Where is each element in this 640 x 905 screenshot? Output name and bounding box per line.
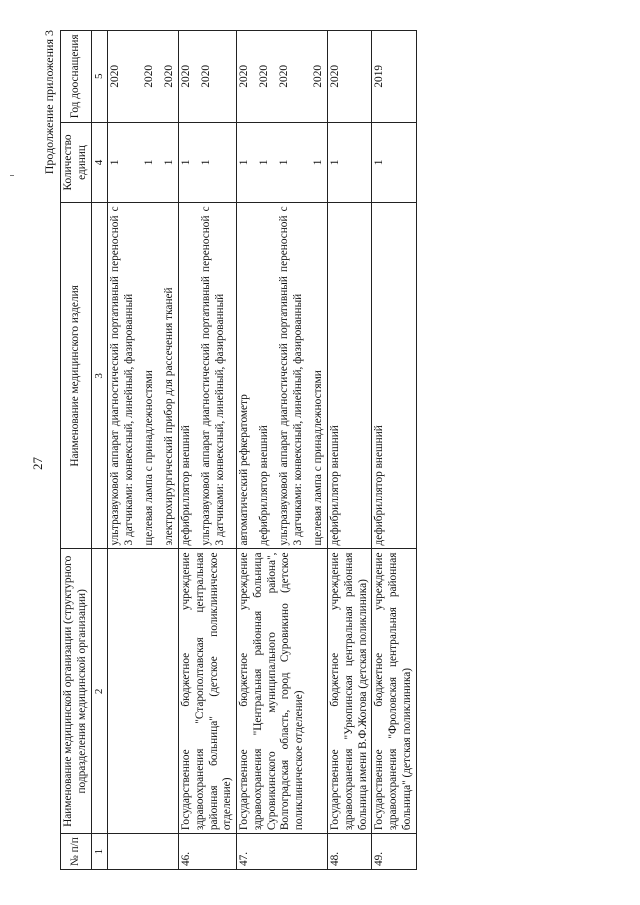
table-row <box>328 31 372 870</box>
device-name: ультразвуковой аппарат диагностический портативный переносной с 3 датчиками: конвексный, линейный, фазированный <box>108 206 135 546</box>
year-value: 2020 <box>329 65 342 88</box>
device-name: щелевая лампа с принадлежностями <box>142 370 155 546</box>
row-number: 46. <box>178 834 236 870</box>
row-number: 47. <box>237 834 328 870</box>
quantity-list <box>328 122 372 203</box>
col-number: 3 <box>91 203 107 549</box>
table-body <box>107 31 416 870</box>
quantity-value: 1 <box>312 159 325 166</box>
table-row <box>178 31 236 870</box>
device-name: дефибриллятор внешний <box>258 425 271 546</box>
year-value: 2020 <box>278 65 291 88</box>
table-row <box>237 31 328 870</box>
device-name: электрохирургический прибор для рассечения тканей <box>162 287 175 546</box>
quantity-value: 1 <box>238 159 251 166</box>
device-list <box>178 203 236 549</box>
quantity-value: 1 <box>258 159 271 166</box>
table-row <box>107 31 178 870</box>
table-row <box>372 31 416 870</box>
col-number: 5 <box>91 31 107 123</box>
quantity-value: 1 <box>108 159 121 166</box>
header-year: Год дооснащения <box>61 31 92 123</box>
quantity-list <box>107 122 178 203</box>
year-value: 2020 <box>312 65 325 88</box>
row-number <box>107 834 178 870</box>
quantity-value: 1 <box>329 159 342 166</box>
quantity-value: 1 <box>199 159 212 166</box>
organization-name: Государственное бюджетное учреждение здравоохранения "Фроловская центральная районная больница" (детская поликлиника) <box>372 549 416 834</box>
page-number: 27 <box>30 457 45 470</box>
header-qty: Количество единиц <box>61 122 92 203</box>
device-list <box>328 203 372 549</box>
continuation-label: Продолжение приложения 3 <box>42 30 56 175</box>
year-list <box>178 31 236 123</box>
year-value: 2020 <box>179 65 192 88</box>
header-num: № п/п <box>61 834 92 870</box>
year-list <box>107 31 178 123</box>
quantity-value: 1 <box>179 159 192 166</box>
year-list <box>328 31 372 123</box>
year-value: 2020 <box>199 65 212 88</box>
device-name: дефибриллятор внешний <box>373 425 386 546</box>
device-list <box>237 203 328 549</box>
year-list <box>372 31 416 123</box>
row-number: 48. <box>328 834 372 870</box>
year-value: 2020 <box>258 65 271 88</box>
device-name: щелевая лампа с принадлежностями <box>311 370 324 546</box>
year-value: 2020 <box>162 65 175 88</box>
device-name: дефибриллятор внешний <box>329 425 342 546</box>
quantity-value: 1 <box>142 159 155 166</box>
equipment-table <box>60 30 417 870</box>
year-value: 2020 <box>108 65 121 88</box>
device-list <box>107 203 178 549</box>
row-number: 49. <box>372 834 416 870</box>
organization-name: Государственное бюджетное учреждение здравоохранения "Центральная районная больница Суровикинского муниципального района", Волгоградская область, город Суровикино (детское поликлиническое отделение) <box>237 549 328 834</box>
organization-name: Государственное бюджетное учреждение здравоохранения "Старополтавская центральная районная больница" (детское поликлиническое отделение) <box>178 549 236 834</box>
quantity-list <box>237 122 328 203</box>
device-name: ультразвуковой аппарат диагностический портативный переносной с 3 датчиками: конвексный, линейный, фазированный <box>199 206 226 546</box>
col-number: 2 <box>91 549 107 834</box>
year-value: 2020 <box>238 65 251 88</box>
header-org: Наименование медицинской организации (структурного подразделения медицинской организации) <box>61 549 92 834</box>
organization-name <box>107 549 178 834</box>
year-value: 2020 <box>142 65 155 88</box>
quantity-value: 1 <box>162 159 175 166</box>
quantity-value: 1 <box>373 159 386 166</box>
quantity-list <box>178 122 236 203</box>
year-list <box>237 31 328 123</box>
year-value: 2019 <box>373 65 386 88</box>
quantity-list <box>372 122 416 203</box>
col-number: 4 <box>91 122 107 203</box>
device-name: ультразвуковой аппарат диагностический портативный переносной с 3 датчиками: конвексный, линейный, фазированный <box>278 206 304 546</box>
device-name: автоматический рефкератометр <box>238 394 251 546</box>
col-number: 1 <box>91 834 107 870</box>
header-device: Наименование медицинского изделия <box>61 203 92 549</box>
device-list <box>372 203 416 549</box>
organization-name: Государственное бюджетное учреждение здравоохранения "Урюпинская центральная районная больница имени В.Ф.Жогова (детская поликлиника) <box>328 549 372 834</box>
device-name: дефибриллятор внешний <box>179 425 192 546</box>
column-number-row <box>91 31 107 870</box>
quantity-value: 1 <box>278 159 291 166</box>
header-row <box>61 31 92 870</box>
